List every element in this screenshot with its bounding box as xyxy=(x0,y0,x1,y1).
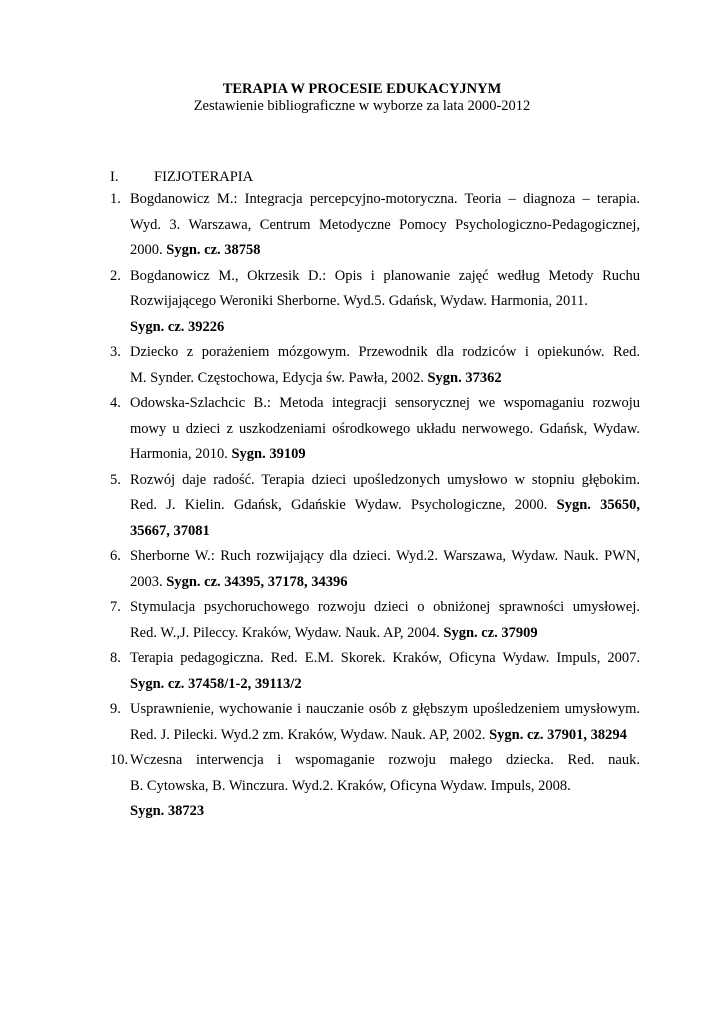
call-number: Sygn. 35650, xyxy=(556,497,640,513)
entry-line: Sherborne W.: Ruch rozwijający dla dzieci. Wyd.2. Warszawa, Wydaw. Nauk. PWN, xyxy=(130,548,640,564)
bibliography-entry-8 xyxy=(110,646,640,697)
entry-text: M. Synder. Częstochowa, Edycja św. Pawła, 2002. xyxy=(130,369,428,386)
entry-number: 7. xyxy=(110,599,121,615)
entry-text: 2000. xyxy=(130,242,167,258)
entry-line: Wyd. 3. Warszawa, Centrum Metodyczne Pomocy Psychologiczno-Pedagogicznej, xyxy=(130,216,640,233)
entry-text: Red. J. Pilecki. Wyd.2 zm. Kraków, Wydaw. Nauk. AP, 2002. xyxy=(130,726,490,743)
entry-line: Rozwijającego Weroniki Sherborne. Wyd.5. Gdańsk, Wydaw. Harmonia, 2011. xyxy=(130,293,588,309)
entry-text: Red. W.,J. Pileccy. Kraków, Wydaw. Nauk. AP, 2004. xyxy=(130,624,444,641)
entry-text: Harmonia, 2010. xyxy=(130,446,232,462)
entry-line: B. Cytowska, B. Winczura. Wyd.2. Kraków, Oficyna Wydaw. Impuls, 2008. xyxy=(130,777,571,794)
document-title: TERAPIA W PROCESIE EDUKACYJNYM xyxy=(222,81,502,97)
entry-line xyxy=(130,315,640,341)
entry-line xyxy=(130,621,640,647)
entry-line: Usprawnienie, wychowanie i nauczanie osób z głębszym upośledzeniem umysłowym. xyxy=(130,701,640,717)
call-number: Sygn. cz. 37458/1-2, 39113/2 xyxy=(130,675,302,692)
bibliography-entry-7 xyxy=(110,595,640,646)
bibliography-entry-4 xyxy=(110,391,640,468)
section-heading xyxy=(110,168,253,186)
entry-number: 3. xyxy=(110,344,121,360)
entry-number: 2. xyxy=(110,267,121,284)
entry-text: Red. J. Kielin. Gdańsk, Gdańskie Wydaw. Psychologiczne, 2000. xyxy=(130,497,557,513)
bibliography-entry-9 xyxy=(110,697,640,748)
entry-line: Wczesna interwencja i wspomaganie rozwoju małego dziecka. Red. nauk. xyxy=(130,752,640,768)
entry-line: Terapia pedagogiczna. Red. E.M. Skorek. Kraków, Oficyna Wydaw. Impuls, 2007. xyxy=(130,650,640,666)
bibliography-entry-5 xyxy=(110,468,640,545)
entry-number: 9. xyxy=(110,701,121,717)
entry-line xyxy=(130,493,640,519)
section-name: FIZJOTERAPIA xyxy=(154,169,254,185)
call-number: 35667, 37081 xyxy=(130,522,210,539)
entry-line xyxy=(130,519,640,545)
section-number: I. xyxy=(110,169,119,185)
entry-number: 10. xyxy=(110,752,129,768)
call-number: Sygn. 39109 xyxy=(231,446,306,462)
entry-line xyxy=(130,366,640,392)
entry-line xyxy=(130,723,640,749)
call-number: Sygn. cz. 38758 xyxy=(166,242,261,258)
entry-line: Bogdanowicz M.: Integracja percepcyjno-motoryczna. Teoria – diagnoza – terapia. xyxy=(130,191,640,207)
call-number: Sygn. cz. 39226 xyxy=(130,318,225,335)
bibliography-list xyxy=(110,187,640,825)
entry-number: 1. xyxy=(110,191,121,207)
entry-number: 5. xyxy=(110,471,121,488)
entry-number: 6. xyxy=(110,548,121,564)
entry-line: mowy u dzieci z uszkodzeniami ośrodkowego układu nerwowego. Gdańsk, Wydaw. xyxy=(130,420,640,437)
entry-line xyxy=(130,799,640,825)
call-number: Sygn. cz. 37901, 38294 xyxy=(489,726,627,743)
entry-line: Bogdanowicz M., Okrzesik D.: Opis i planowanie zajęć według Metody Ruchu xyxy=(130,267,640,284)
bibliography-entry-10 xyxy=(110,748,640,825)
call-number: Sygn. cz. 34395, 37178, 34396 xyxy=(166,573,348,590)
call-number: Sygn. cz. 37909 xyxy=(443,624,538,641)
entry-number: 4. xyxy=(110,395,121,411)
call-number: Sygn. 37362 xyxy=(427,369,502,386)
entry-line: Rozwój daje radość. Terapia dzieci upośledzonych umysłowo w stopniu głębokim. xyxy=(130,471,640,488)
bibliography-entry-6 xyxy=(110,544,640,595)
bibliography-entry-1 xyxy=(110,187,640,264)
entry-line xyxy=(130,570,640,596)
bibliography-entry-3 xyxy=(110,340,640,391)
entry-line: Dziecko z porażeniem mózgowym. Przewodnik dla rodziców i opiekunów. Red. xyxy=(130,344,640,360)
entry-line: Odowska-Szlachcic B.: Metoda integracji sensorycznej we wspomaganiu rozwoju xyxy=(130,395,640,411)
entry-text: 2003. xyxy=(130,573,167,590)
entry-line xyxy=(130,238,640,264)
document-subtitle: Zestawienie bibliograficzne w wyborze za lata 2000-2012 xyxy=(193,98,531,114)
entry-line: Stymulacja psychoruchowego rozwoju dzieci o obniżonej sprawności umysłowej. xyxy=(130,599,640,615)
entry-number: 8. xyxy=(110,650,121,666)
call-number: Sygn. 38723 xyxy=(130,803,205,819)
entry-line xyxy=(130,442,640,468)
entry-line xyxy=(130,672,640,698)
bibliography-entry-2 xyxy=(110,264,640,341)
